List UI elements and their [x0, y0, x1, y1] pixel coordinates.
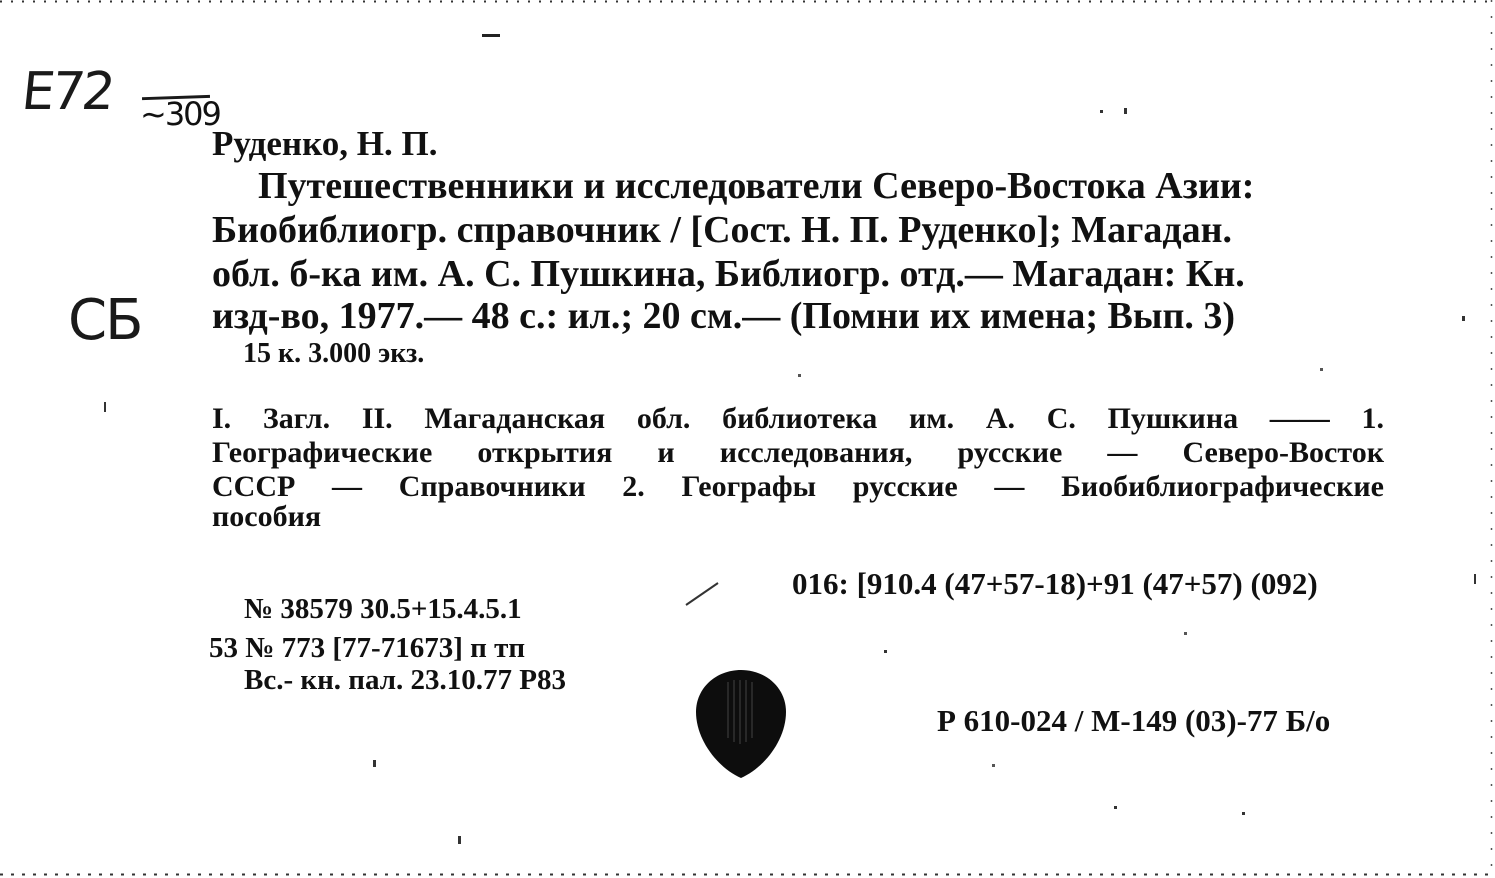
title-line-2: Биобиблиогр. справочник / [Сост. Н. П. Руденко]; Магадан. — [212, 209, 1233, 251]
title-line-4: изд-во, 1977.— 48 с.: ил.; 20 см.— (Помни их имена; Вып. 3) — [212, 295, 1236, 337]
order-number: 53 № 773 [77-71673] п тп — [209, 632, 526, 664]
right-card-edge — [1490, 0, 1493, 878]
tracing-line-1: I. Загл. II. Магаданская обл. библиотека им. А. С. Пушкина —— 1. — [212, 402, 1384, 435]
tracing-line-3: СССР — Справочники 2. Географы русские — Биобиблиографические — [212, 470, 1384, 503]
top-perforation-edge — [0, 0, 1495, 3]
title-line-3: обл. б-ка им. А. С. Пушкина, Библиогр. отд.— Магадан: Кн. — [212, 253, 1245, 295]
book-chamber-stamp: Вс.- кн. пал. 23.10.77 Р83 — [244, 664, 566, 696]
title-line-1: Путешественники и исследователи Северо-Востока Азии: — [258, 165, 1255, 207]
tracing-line-4: пособия — [212, 500, 322, 533]
handwritten-shelf-mark: E72 — [18, 62, 116, 122]
handwritten-shelf-mark-suffix: ~309 — [140, 95, 220, 133]
price-and-copies: 15 к. 3.000 экз. — [243, 338, 425, 369]
registration-number: № 38579 30.5+15.4.5.1 — [244, 593, 522, 625]
publisher-index: Р 610-024 / М-149 (03)-77 Б/о — [937, 703, 1331, 738]
tracing-line-2: Географические открытия и исследования, русские — Северо-Восток — [212, 436, 1384, 469]
author-heading: Руденко, Н. П. — [212, 124, 438, 163]
udc-classification: 016: [910.4 (47+57-18)+91 (47+57) (092) — [792, 566, 1318, 601]
handwritten-collection-mark: СБ — [68, 288, 142, 353]
bottom-perforation-edge — [0, 873, 1495, 876]
punch-hole-icon — [694, 668, 788, 780]
